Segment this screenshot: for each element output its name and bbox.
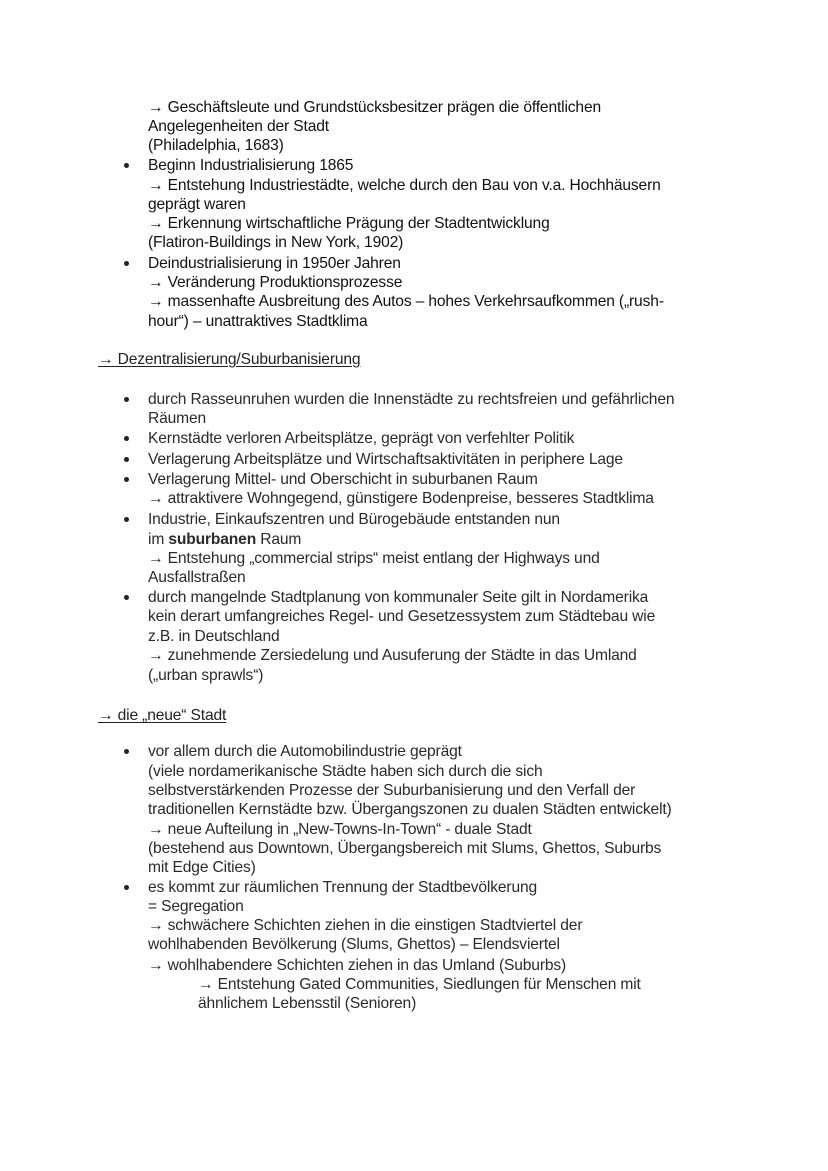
text-segment: im [148,531,169,548]
text-line: Angelegenheiten der Stadt [148,118,329,135]
text-segment: Raum [256,531,302,548]
text-line: kein derart umfangreiches Regel- und Gesetzessystem zum Städtebau wie [148,608,656,625]
text-line: Verlagerung Mittel- und Oberschicht in suburbanen Raum [148,471,538,488]
text-line: Beginn Industrialisierung 1865 [148,157,354,174]
bullet-icon [122,429,130,437]
bullet-icon [122,254,130,262]
text-line: = Segregation [148,898,244,915]
text-line: Räumen [148,410,207,427]
text-line: → attraktivere Wohngegend, günstigere Bodenpreise, besseres Stadtklima [148,490,654,507]
text-line: mit Edge Cities) [148,859,256,876]
text-line: („urban sprawls“) [148,667,264,684]
text-line: Deindustrialisierung in 1950er Jahren [148,255,401,272]
text-line: selbstverstärkenden Prozesse der Suburbanisierung und den Verfall der [148,782,636,799]
section-heading: → die „neue“ Stadt [98,707,227,724]
text-line: traditionellen Kernstädte bzw. Übergangszonen zu dualen Städten entwickelt) [148,801,672,818]
text-line: → zunehmende Zersiedelung und Ausuferung der Städte in das Umland [148,647,637,664]
text-line [148,530,301,549]
text-line: geprägt waren [148,196,246,213]
text-line: → neue Aufteilung in „New-Towns-In-Town“ - duale Stadt [148,821,532,838]
bullet-icon [122,156,130,164]
text-line: wohlhabenden Bevölkerung (Slums, Ghettos) – Elendsviertel [148,936,560,953]
text-line: Ausfallstraßen [148,569,246,586]
text-line: → Veränderung Produktionsprozesse [148,274,403,291]
text-line: hour“) – unattraktives Stadtklima [148,313,368,330]
text-line: (viele nordamerikanische Städte haben sich durch die sich [148,763,543,780]
text-line: → Entstehung Industriestädte, welche durch den Bau von v.a. Hochhäusern [148,177,661,194]
text-line: z.B. in Deutschland [148,628,280,645]
bullet-icon [122,588,130,596]
text-line: → Entstehung „commercial strips“ meist entlang der Highways und [148,550,600,567]
bullet-icon [122,470,130,478]
text-line: → wohlhabendere Schichten ziehen in das Umland (Suburbs) [148,957,567,974]
bullet-icon [122,878,130,886]
text-line: ähnlichem Lebensstil (Senioren) [198,995,417,1012]
text-line: es kommt zur räumlichen Trennung der Stadtbevölkerung [148,879,538,896]
bullet-icon [122,450,130,458]
text-line: Kernstädte verloren Arbeitsplätze, geprägt von verfehlter Politik [148,430,575,447]
bullet-icon [122,510,130,518]
text-line: vor allem durch die Automobilindustrie geprägt [148,743,462,760]
section-heading: → Dezentralisierung/Suburbanisierung [98,351,361,368]
text-line: Verlagerung Arbeitsplätze und Wirtschaftsaktivitäten in periphere Lage [148,451,623,468]
text-line: (bestehend aus Downtown, Übergangsbereich mit Slums, Ghettos, Suburbs [148,840,662,857]
text-line: → massenhafte Ausbreitung des Autos – hohes Verkehrsaufkommen („rush- [148,293,664,310]
bold-term: suburbanen [168,531,257,548]
bullet-icon [122,390,130,398]
bullet-icon [122,742,130,750]
text-line: (Philadelphia, 1683) [148,137,284,154]
text-line: → Entstehung Gated Communities, Siedlungen für Menschen mit [198,976,641,993]
text-line: → schwächere Schichten ziehen in die einstigen Stadtviertel der [148,917,583,934]
text-line: Industrie, Einkaufszentren und Bürogebäude entstanden nun [148,511,560,528]
text-line: → Erkennung wirtschaftliche Prägung der Stadtentwicklung [148,215,550,232]
text-line: → Geschäftsleute und Grundstücksbesitzer prägen die öffentlichen [148,99,601,116]
text-line: durch mangelnde Stadtplanung von kommunaler Seite gilt in Nordamerika [148,589,649,606]
text-line: durch Rasseunruhen wurden die Innenstädte zu rechtsfreien und gefährlichen [148,391,675,408]
text-line: (Flatiron-Buildings in New York, 1902) [148,234,404,251]
